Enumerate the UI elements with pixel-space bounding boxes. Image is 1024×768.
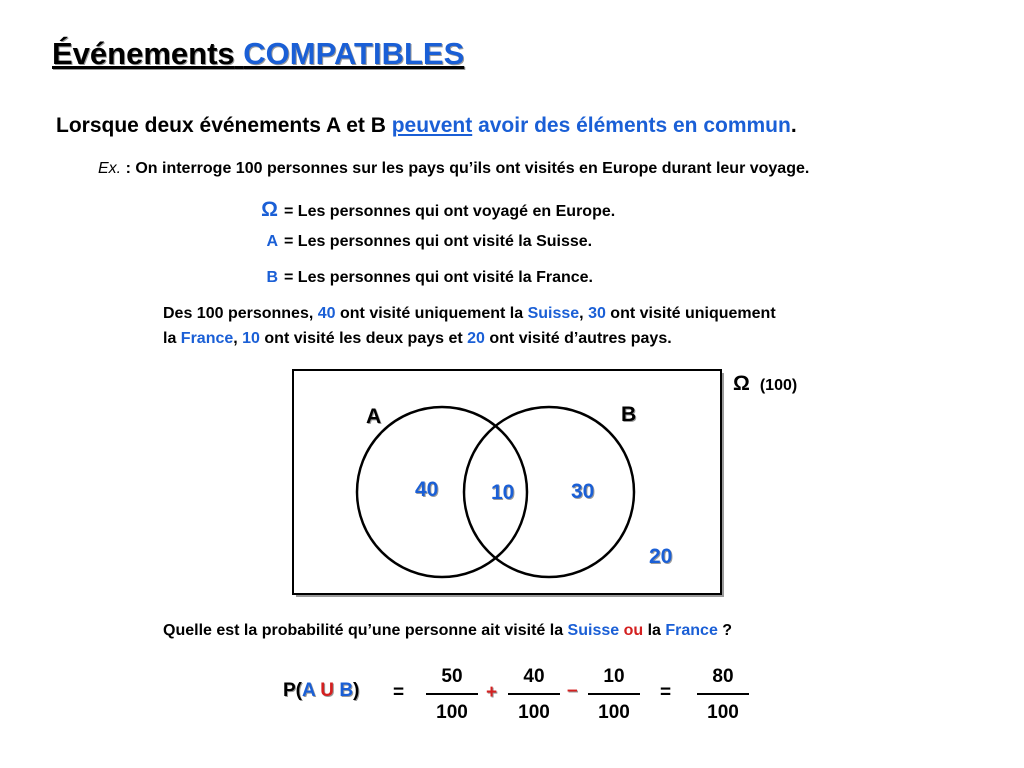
fraction-denominator: 100 (518, 702, 550, 723)
probability-expression (283, 680, 359, 702)
para-text: , (579, 305, 589, 322)
paragraph-line-1 (163, 305, 776, 323)
p-set-b: B (339, 680, 354, 701)
p-close: ) (353, 680, 360, 701)
example-text: : On interroge 100 personnes sur les pays qu’ils ont visités en Europe durant leur voyage. (121, 160, 810, 177)
para-text: ont visité uniquement la (335, 305, 528, 322)
fraction-bar (697, 693, 749, 695)
para-france: France (180, 330, 234, 347)
fraction-denominator: 100 (598, 702, 630, 723)
para-text: ont visité d’autres pays. (484, 330, 672, 347)
intro-suffix: avoir des éléments en commun (478, 114, 791, 137)
definition-a-text: = Les personnes qui ont visité la Suisse. (284, 233, 593, 250)
definition-omega-text: = Les personnes qui ont voyagé en Europe. (284, 203, 616, 220)
intro-sentence (56, 114, 797, 138)
definition-b (246, 269, 593, 287)
set-a-symbol: A (266, 233, 278, 250)
definition-b-text: = Les personnes qui ont visité la France. (284, 269, 593, 286)
para-text: ont visité les deux pays et (259, 330, 468, 347)
para-text: , (233, 330, 243, 347)
example-line (98, 160, 809, 178)
question-text: la (643, 622, 666, 639)
circle-b (464, 407, 634, 577)
question-france: France (665, 622, 718, 639)
intro-emphasis: peuvent (391, 114, 473, 137)
fraction-numerator: 40 (523, 666, 545, 687)
fraction-numerator: 50 (441, 666, 463, 687)
question (163, 622, 732, 640)
fraction-bar (508, 693, 560, 695)
title-part2: COMPATIBLES (243, 36, 465, 71)
omega-symbol: Ω (261, 198, 278, 221)
fraction-bar (588, 693, 640, 695)
universe-symbol: Ω (733, 372, 750, 395)
question-text: Quelle est la probabilité qu’une personne ait visité la (163, 622, 568, 639)
definition-omega (238, 198, 615, 222)
fraction (588, 665, 640, 725)
p-open: P( (283, 680, 302, 701)
question-ou: ou (623, 622, 644, 639)
set-b-symbol: B (266, 269, 278, 286)
question-suisse: Suisse (567, 622, 620, 639)
plus-sign: + (486, 682, 498, 703)
venn-neither: 20 (649, 545, 673, 568)
fraction-denominator: 100 (436, 702, 468, 723)
fraction-bar (426, 693, 478, 695)
fraction-numerator: 10 (603, 666, 625, 687)
universe-label (733, 372, 797, 396)
intro-end: . (790, 114, 797, 137)
title-part1: Événements (52, 36, 235, 71)
para-number-30: 30 (588, 305, 606, 322)
para-suisse: Suisse (527, 305, 580, 322)
equals-sign: = (660, 682, 672, 703)
question-text: ? (717, 622, 733, 639)
universe-count: (100) (759, 377, 798, 394)
para-text: la (163, 330, 181, 347)
paragraph-line-2 (163, 330, 672, 348)
fraction-numerator: 80 (712, 666, 734, 687)
equals-sign: = (393, 682, 405, 703)
venn-label-a: A (366, 405, 382, 428)
page-title (52, 36, 464, 72)
minus-sign: – (567, 680, 578, 701)
para-number-10: 10 (242, 330, 260, 347)
para-number-20: 20 (467, 330, 485, 347)
fraction-result (697, 665, 749, 725)
definition-a (246, 233, 592, 251)
para-text: Des 100 personnes, (163, 305, 318, 322)
venn-only-a: 40 (415, 478, 439, 501)
venn-label-b: B (621, 403, 637, 426)
intro-prefix: Lorsque deux événements A et B (56, 114, 392, 137)
venn-intersection: 10 (491, 481, 515, 504)
p-set-a: A (302, 680, 316, 701)
fraction (508, 665, 560, 725)
fraction-denominator: 100 (707, 702, 739, 723)
p-union: U (315, 680, 340, 701)
example-label: Ex. (98, 160, 122, 177)
para-number-40: 40 (317, 305, 336, 322)
para-text: ont visité uniquement (605, 305, 776, 322)
fraction (426, 665, 478, 725)
venn-only-b: 30 (571, 480, 595, 503)
